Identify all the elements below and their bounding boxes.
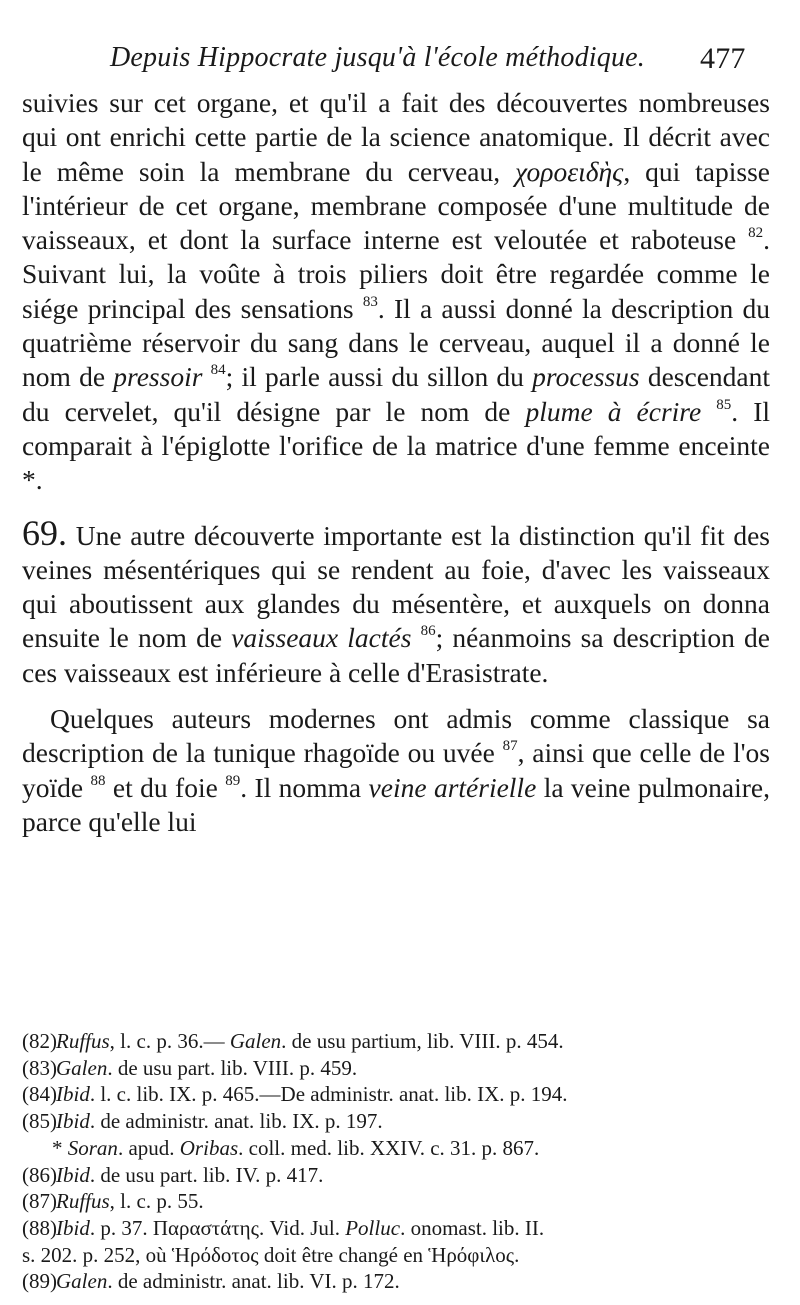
greek-term: χοροειδὴς [515,155,624,187]
citation-text: . coll. med. lib. XXIV. c. 31. p. 867. [238,1135,540,1160]
citation-text: , l. c. p. 36.— [109,1029,230,1053]
space [701,396,716,427]
citation-text: . apud. [117,1135,180,1160]
footnote-ref: 82 [748,225,764,242]
footnote-ref: 88 [90,772,106,789]
footnote-88-continued [22,1242,770,1269]
italic-term: vaisseaux lactés [231,622,412,654]
footnote-sign: (82) [22,1029,57,1053]
citation-text: . l. c. lib. IX. p. 465.—De administr. anat. lib. IX. p. 194. [89,1082,568,1107]
footnote-86 [22,1162,770,1189]
text-run: la veine pulmonaire, parce qu'elle lui [22,771,770,837]
text-run: et du foie [105,771,226,803]
footnote-sign: (87) [22,1189,57,1214]
footnote-ref: 87 [502,738,518,755]
footnote-85 [22,1108,770,1135]
footnotes [22,1028,770,1295]
author-name: Ibid [56,1109,90,1134]
footnote-sign: (86) [22,1162,57,1187]
text-run: . Il a aussi donné la description du quatrième réservoir du sang dans le cerveau, auquel il a donné le nom de [22,292,771,393]
footnote-sign: (85) [22,1109,57,1134]
citation-text: , l. c. p. 55. [109,1189,204,1214]
citation-text: . de usu part. lib. VIII. p. 459. [107,1055,358,1080]
footnote-ref: 85 [716,396,732,413]
footnote-84 [22,1081,770,1108]
citation-text: . de usu part. lib. IV. p. 417. [89,1162,324,1187]
text-run: , ainsi que celle de l'os yoïde [22,737,771,803]
main-text [22,86,770,839]
footnote-87 [22,1188,770,1215]
paragraph-69 [22,512,771,690]
footnote-sign: (88) [22,1215,57,1240]
text-run: . Il nomma [240,771,369,803]
footnote-sign: (84) [22,1082,57,1107]
text-run: ; néanmoins sa description de ces vaisseaux est inférieure à celle d'Erasistrate. [22,622,771,688]
citation-text: . de administr. anat. lib. IX. p. 197. [89,1109,383,1134]
paragraph-1 [22,86,770,498]
text-run: , qui tapisse l'intérieur de cet organe, membrane composée d'une multitude de vaisseaux, et dont la surface interne est veloutée et raboteuse [22,155,770,256]
author-name: Galen [229,1029,282,1053]
text-run: . Il comparait à l'épiglotte l'orifice de la matrice d'une femme enceinte *. [22,395,771,496]
italic-term: pressoir [113,361,203,393]
author-name: Soran [67,1135,118,1160]
text-run: . Suivant lui, la voûte à trois piliers doit être regardée comme le siége principal des sensations [22,224,770,324]
footnote-ref: 89 [225,772,241,789]
footnote-sign: * [52,1135,63,1160]
text-run: descendant du cervelet, qu'il désigne par le nom de [22,361,770,427]
page-number: 477 [700,42,746,75]
author-name: Ruffus [56,1189,110,1214]
footnote-sign: (83) [22,1055,57,1080]
footnote-ref: 84 [210,362,226,379]
section-number: 69. [22,512,67,553]
footnote-89 [22,1268,770,1295]
author-name: Ruffus [56,1029,110,1053]
citation-text: . onomast. lib. II. [400,1215,545,1240]
text-run: Quelques auteurs modernes ont admis comme classique sa description de la tunique rhagoïde ou uvée [22,703,770,769]
running-header [0,38,800,78]
text-run: Une autre découverte importante est la distinction qu'il fit des veines mésentériques qui se rendent au foie, d'avec les vaisseaux qui aboutissent aux glandes du mésentère, et auxquels on donna ensuite le nom de [22,519,770,654]
author-name: Galen [56,1269,108,1294]
space [411,622,420,653]
footnote-83 [22,1055,770,1082]
text-run: suivies sur cet organe, et qu'il a fait des découvertes nombreuses qui ont enrichi cette partie de la science anatomique. Il décrit avec le même soin la membrane du cerveau, [22,87,770,187]
citation-text: . p. 37. Παραστάτης. Vid. Jul. [89,1215,346,1240]
author-name: Galen [56,1055,108,1080]
paragraph-3 [22,702,770,839]
text-run: ; il parle aussi du sillon du [225,361,533,393]
citation-text: s. 202. p. 252, où Ἡρόδοτος doit être changé en Ἡρόφιλος. [22,1242,520,1267]
italic-term: veine artérielle [368,771,537,803]
citation-text: . de administr. anat. lib. VI. p. 172. [107,1269,400,1294]
italic-term: plume à écrire [525,395,702,427]
italic-term: processus [532,361,640,393]
footnote-star [22,1135,770,1162]
author-name: Ibid [56,1082,90,1107]
author-name: Oribas [179,1135,239,1160]
footnote-ref: 86 [420,623,436,640]
footnote-88 [22,1215,770,1242]
space [202,361,210,392]
author-name: Polluc [345,1215,401,1240]
citation-text: . de usu partium, lib. VIII. p. 454. [281,1029,564,1053]
running-title: Depuis Hippocrate jusqu'à l'école méthodique. [110,42,645,73]
footnote-82 [22,1028,770,1055]
footnote-sign: (89) [22,1269,57,1294]
footnote-ref: 83 [362,293,378,310]
author-name: Ibid [56,1162,90,1187]
author-name: Ibid [56,1215,90,1240]
